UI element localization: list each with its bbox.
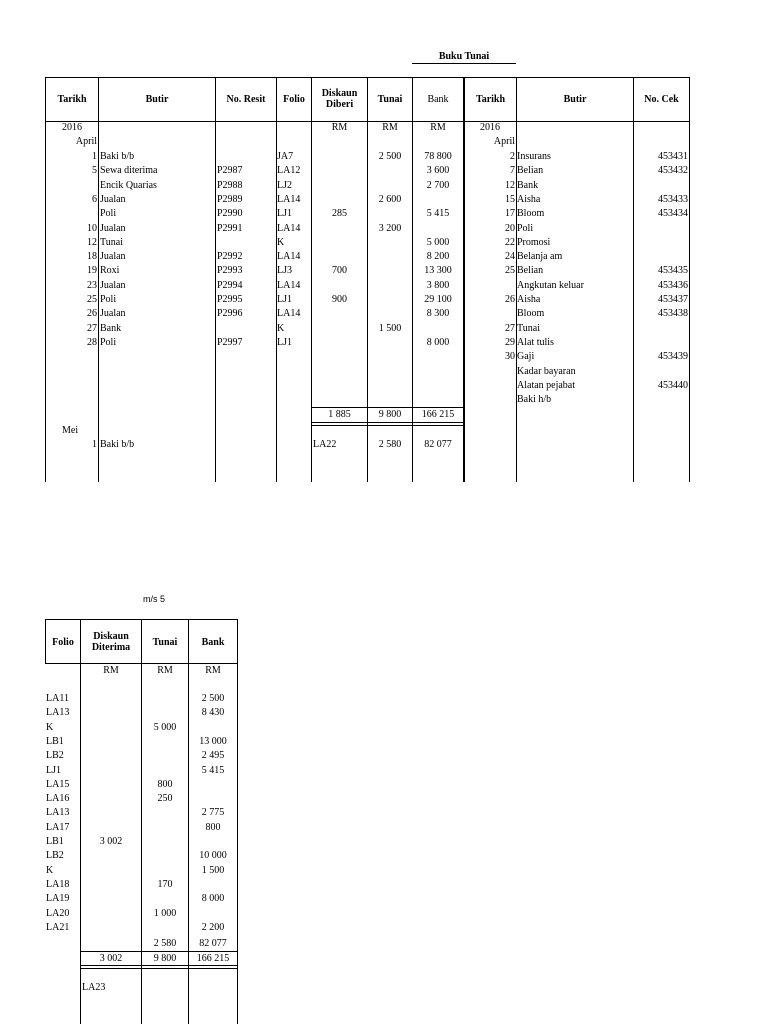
- cont-row-folio: LA13: [46, 707, 70, 719]
- cont-row-bank: 2 500: [201, 693, 225, 704]
- debit-row-butir: Poli: [100, 294, 117, 305]
- credit-row-butir: Bloom: [517, 308, 545, 320]
- debit-row-bank: 29 100: [424, 294, 452, 305]
- debit-row-butir: Poli: [100, 336, 117, 348]
- debit-row-bank: 3 800: [426, 279, 450, 291]
- debit-row-bank: 78 800: [424, 151, 452, 162]
- debit-month: April: [75, 136, 97, 147]
- debit-row-butir: Jualan: [100, 193, 126, 205]
- debit-row-resit: P2991: [217, 222, 243, 234]
- debit-row-resit: P2993: [217, 265, 243, 277]
- credit-row-day: 12: [505, 179, 515, 191]
- document-title: Buku Tunai: [412, 51, 516, 64]
- cont-row-bank: 82 077: [199, 938, 227, 949]
- cont-header-tunai: Tunai: [152, 637, 178, 648]
- debit-row-diskaun: 285: [332, 208, 347, 220]
- cont-row-folio: K: [46, 721, 54, 733]
- debit-row-day: 28: [87, 336, 97, 348]
- debit-row-butir: Poli: [100, 208, 117, 220]
- cont-row-folio: LB2: [46, 750, 64, 762]
- debit-row-day: 19: [87, 265, 97, 277]
- credit-row-butir: Angkutan keluar: [517, 279, 584, 291]
- cont-row-bank: 2 775: [201, 807, 225, 819]
- debit-row-resit: P2987: [217, 165, 243, 177]
- debit-row-bank: 3 600: [426, 165, 450, 177]
- debit-row-day: 26: [87, 308, 97, 320]
- credit-row-cek: 453434: [658, 208, 688, 220]
- debit-row-butir: Jualan: [100, 222, 126, 234]
- cont-next-folio: LA23: [82, 982, 106, 993]
- debit-row-butir: Jualan: [100, 279, 126, 291]
- debit-row-folio: LA14: [277, 193, 301, 205]
- cont-row-folio: LA15: [46, 778, 70, 790]
- debit-row-folio: JA7: [277, 151, 294, 162]
- cont-row-bank: 2 495: [201, 750, 225, 762]
- debit-row-butir: Jualan: [100, 251, 126, 263]
- cont-row-folio: LB1: [46, 836, 64, 847]
- header-bank: Bank: [427, 94, 449, 105]
- debit-row-folio: LJ1: [277, 336, 292, 348]
- cont-row-folio: LA19: [46, 893, 70, 905]
- credit-row-day: 24: [505, 251, 515, 263]
- debit-row-folio: LJ2: [277, 179, 292, 191]
- next-row-folio: LA22: [313, 439, 337, 450]
- credit-row-butir: Baki h/b: [517, 394, 552, 406]
- credit-row-butir: Insurans: [517, 151, 551, 162]
- credit-row-day: 15: [505, 193, 515, 205]
- credit-row-butir: Aisha: [517, 193, 541, 205]
- cont-header-diskaun-diterima: Diskaun Diterima: [91, 631, 131, 653]
- credit-row-cek: 453432: [658, 165, 688, 177]
- debit-row-butir: Encik Quarias: [100, 179, 157, 191]
- cont-row-folio: LA21: [46, 921, 70, 933]
- header-butir: Butir: [145, 94, 169, 105]
- credit-row-day: 20: [505, 222, 515, 234]
- credit-year: 2016: [480, 122, 500, 133]
- debit-row-bank: 8 200: [426, 251, 450, 263]
- cont-row-diskaun: 3 002: [99, 836, 123, 847]
- cont-row-folio: LB2: [46, 850, 64, 862]
- debit-row-folio: LA14: [277, 279, 301, 291]
- debit-row-butir: Jualan: [100, 308, 126, 320]
- cont-unit-bank: RM: [205, 665, 221, 676]
- debit-row-resit: P2995: [217, 294, 243, 305]
- unit-diskaun: RM: [331, 122, 348, 133]
- debit-row-resit: P2988: [217, 179, 243, 191]
- credit-row-cek: 453440: [658, 379, 688, 391]
- credit-row-butir: Gaji: [517, 351, 535, 363]
- cont-row-folio: LA20: [46, 907, 70, 919]
- debit-row-day: 6: [92, 193, 97, 205]
- cont-row-bank: 1 500: [201, 864, 225, 876]
- debit-row-bank: 8 000: [426, 336, 450, 348]
- debit-row-day: 5: [92, 165, 97, 177]
- header-tunai: Tunai: [377, 94, 403, 105]
- debit-row-day: 25: [87, 294, 97, 305]
- debit-row-folio: LA14: [277, 222, 301, 234]
- debit-row-diskaun: 900: [332, 294, 347, 305]
- cont-row-bank: 800: [205, 821, 221, 833]
- debit-row-butir: Baki b/b: [100, 151, 135, 162]
- cont-total-diskaun: 3 002: [99, 953, 123, 964]
- cont-row-folio: LA11: [46, 693, 69, 704]
- cont-row-bank: 2 200: [201, 921, 225, 933]
- cont-row-bank: 5 415: [201, 764, 225, 776]
- unit-tunai: RM: [382, 122, 398, 133]
- debit-row-folio: K: [277, 236, 285, 248]
- cont-header-bank: Bank: [201, 637, 225, 648]
- debit-row-folio: K: [277, 322, 285, 334]
- credit-row-butir: Belian: [517, 265, 544, 277]
- cont-total-bank: 166 215: [196, 953, 230, 964]
- header-butir-credit: Butir: [563, 94, 587, 105]
- debit-row-butir: Roxi: [100, 265, 120, 277]
- cont-unit-diskaun: RM: [103, 665, 119, 676]
- header-no-cek: No. Cek: [644, 94, 679, 105]
- cont-row-folio: LJ1: [46, 764, 61, 776]
- debit-row-tunai: 2 500: [378, 151, 402, 162]
- debit-row-day: 18: [87, 251, 97, 263]
- debit-row-resit: P2992: [217, 251, 243, 263]
- credit-row-day: 7: [510, 165, 515, 177]
- next-row-day: 1: [92, 439, 97, 450]
- debit-row-day: 23: [87, 279, 97, 291]
- credit-row-butir: Alatan pejabat: [517, 379, 576, 391]
- debit-row-day: 12: [87, 236, 97, 248]
- credit-row-cek: 453439: [658, 351, 688, 363]
- cont-row-folio: LB1: [46, 735, 64, 747]
- cont-row-bank: 13 000: [199, 735, 227, 747]
- cont-row-tunai: 1 000: [153, 907, 177, 919]
- debit-row-folio: LA14: [277, 251, 301, 263]
- cont-row-tunai: 2 580: [153, 938, 177, 949]
- next-month: Mei: [62, 425, 79, 436]
- credit-row-butir: Poli: [517, 222, 534, 234]
- cont-row-tunai: 250: [157, 793, 173, 805]
- cont-unit-tunai: RM: [157, 665, 173, 676]
- credit-row-butir: Kadar bayaran: [517, 365, 576, 377]
- debit-row-bank: 5 415: [426, 208, 450, 220]
- total-diskaun-diberi: 1 885: [328, 409, 351, 420]
- debit-row-butir: Sewa diterima: [100, 165, 158, 177]
- credit-row-cek: 453433: [658, 193, 688, 205]
- credit-row-day: 17: [505, 208, 515, 220]
- debit-row-diskaun: 700: [332, 265, 347, 277]
- cont-row-bank: 8 000: [201, 893, 225, 905]
- header-folio: Folio: [283, 94, 305, 105]
- debit-row-butir: Bank: [100, 322, 122, 334]
- debit-row-folio: LJ1: [277, 208, 292, 220]
- credit-row-butir: Belian: [517, 165, 544, 177]
- debit-row-folio: LA12: [277, 165, 301, 177]
- debit-row-day: 1: [92, 151, 97, 162]
- debit-row-day: 27: [87, 322, 97, 334]
- debit-row-day: 10: [87, 222, 97, 234]
- debit-year: 2016: [62, 122, 82, 133]
- debit-row-folio: LJ3: [277, 265, 292, 277]
- credit-row-day: 2: [510, 151, 515, 162]
- debit-row-bank: 5 000: [426, 236, 450, 248]
- credit-row-butir: Tunai: [517, 322, 540, 334]
- cont-row-folio: LA13: [46, 807, 70, 819]
- cont-header-folio: Folio: [52, 637, 74, 648]
- next-row-tunai: 2 580: [378, 439, 402, 450]
- cont-row-bank: 8 430: [201, 707, 225, 719]
- next-row-butir: Baki b/b: [100, 439, 135, 450]
- credit-row-cek: 453436: [658, 279, 688, 291]
- credit-row-cek: 453431: [658, 151, 688, 162]
- credit-row-butir: Aisha: [517, 294, 541, 305]
- header-diskaun-diberi: Diskaun Diberi: [321, 88, 358, 110]
- cont-row-bank: 10 000: [199, 850, 227, 862]
- credit-row-cek: 453435: [658, 265, 688, 277]
- credit-row-day: 30: [505, 351, 515, 363]
- cont-row-tunai: 800: [157, 778, 173, 790]
- cont-total-tunai: 9 800: [153, 953, 177, 964]
- debit-row-tunai: 3 200: [378, 222, 402, 234]
- cont-row-tunai: 170: [157, 878, 173, 890]
- credit-row-day: 22: [505, 236, 515, 248]
- debit-row-resit: P2989: [217, 193, 243, 205]
- debit-row-folio: LJ1: [277, 294, 292, 305]
- credit-row-butir: Bloom: [517, 208, 545, 220]
- total-tunai: 9 800: [378, 409, 402, 420]
- cont-row-folio: LA17: [46, 821, 70, 833]
- credit-row-butir: Promosi: [517, 236, 551, 248]
- header-tarikh: Tarikh: [57, 94, 87, 105]
- debit-row-bank: 2 700: [426, 179, 450, 191]
- header-tarikh-credit: Tarikh: [475, 94, 506, 105]
- credit-row-day: 26: [505, 294, 515, 305]
- credit-row-day: 27: [505, 322, 515, 334]
- debit-row-tunai: 2 600: [378, 193, 402, 205]
- unit-bank: RM: [430, 122, 446, 133]
- credit-row-day: 25: [505, 265, 515, 277]
- next-row-bank: 82 077: [424, 439, 452, 450]
- debit-row-folio: LA14: [277, 308, 301, 320]
- credit-row-day: 29: [505, 336, 515, 348]
- debit-row-resit: P2996: [217, 308, 243, 320]
- credit-row-butir: Belanja am: [517, 251, 563, 263]
- cont-row-tunai: 5 000: [153, 721, 177, 733]
- cont-row-folio: LA16: [46, 793, 70, 805]
- header-no-resit: No. Resit: [226, 94, 266, 105]
- debit-row-resit: P2997: [217, 336, 243, 348]
- debit-row-resit: P2994: [217, 279, 243, 291]
- debit-row-resit: P2990: [217, 208, 243, 220]
- cont-row-folio: K: [46, 864, 54, 876]
- credit-row-butir: Bank: [517, 179, 539, 191]
- page-reference: m/s 5: [143, 594, 166, 604]
- cont-row-folio: LA18: [46, 878, 70, 890]
- credit-row-cek: 453438: [658, 308, 688, 320]
- debit-row-bank: 8 300: [426, 308, 450, 320]
- debit-row-butir: Tunai: [100, 236, 123, 248]
- credit-month: April: [493, 136, 515, 147]
- debit-row-bank: 13 300: [424, 265, 452, 277]
- debit-row-tunai: 1 500: [378, 322, 402, 334]
- total-bank: 166 215: [421, 409, 455, 420]
- credit-row-cek: 453437: [658, 294, 688, 305]
- credit-row-butir: Alat tulis: [517, 336, 554, 348]
